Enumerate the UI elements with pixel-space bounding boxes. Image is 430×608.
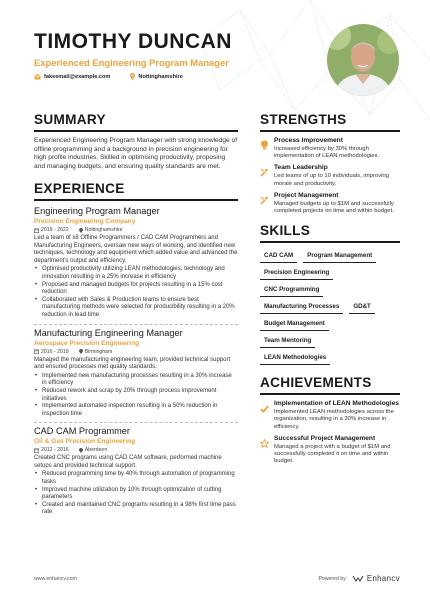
job-title: CAD CAM Programmer — [34, 426, 130, 437]
job-bullet: • Created and maintained CNC programs resulting in a 98% first time pass rate — [34, 502, 238, 517]
profile-photo — [327, 24, 399, 96]
website-link[interactable]: www.enhancv.com — [34, 575, 77, 582]
achievement-item — [260, 400, 400, 431]
job-location: Birmingham — [84, 348, 113, 355]
email-text: fakeemail@example.com — [44, 73, 111, 80]
entry-divider — [34, 324, 238, 325]
job-bullet: • Reduced programming time by 40% through automation of programming tasks — [34, 471, 238, 486]
contact-row — [34, 73, 324, 80]
experience-entry — [34, 328, 238, 419]
skill-tag: Manufacturing Processes — [260, 299, 343, 314]
achievements-heading: ACHIEVEMENTS — [260, 375, 372, 391]
achievement-desc: Implemented LEAN methodologies across the organization, resulting in a 30% increase in efficiency. — [274, 409, 394, 430]
candidate-name: TIMOTHY DUNCAN — [34, 30, 232, 53]
skill-tag: CAD CAM — [260, 248, 297, 263]
company-name: Oil & Gas Precision Engineering — [34, 438, 136, 446]
right-column — [260, 112, 400, 469]
strengths-heading: STRENGTHS — [260, 112, 347, 127]
resume-header — [34, 30, 324, 80]
job-dates: 2019 - 2022 — [41, 227, 69, 233]
job-description: Led a team of x8 Offline Programmers / CAD CAM Programmers and Manufacturing Engineers, oversaw new ways of working, and identified new techniques, technology and equipment which added value and advanced the department's output and efficiency. — [34, 235, 238, 264]
entry-divider — [34, 422, 238, 423]
summary-text: Experienced Engineering Program Manager with strong knowledge of offline programming and a background in precision engineering for high profile industries. Skilled in optimising productivity, proposing and managing budgets, and ensuring quality standards are met. — [34, 137, 238, 170]
strength-desc: Managed budgets up to $1M and successfully completed projects on time and within budget. — [274, 200, 394, 215]
page-footer — [34, 574, 400, 583]
section-divider — [260, 393, 400, 395]
email-contact[interactable] — [34, 74, 110, 80]
lightbulb-icon — [260, 140, 269, 150]
strength-desc: Led teams of up to 10 individuals, improving morale and productivity. — [274, 173, 389, 187]
skills-list — [260, 248, 400, 367]
job-bullet: • Implemented automated inspection resulting in a 50% reduction in inspection time — [34, 403, 238, 418]
skill-tag: Team Mentoring — [260, 333, 315, 348]
strength-desc: Increased efficiency by 30% through implementation of LEAN methodologies. — [274, 146, 380, 160]
summary-heading: SUMMARY — [34, 112, 106, 127]
strength-item — [260, 164, 400, 187]
achievement-title: Successful Project Management — [274, 434, 376, 442]
brand-name: Enhancv — [366, 574, 400, 583]
job-bullet: • Reduced rework and scrap by 20% through process improvement initiatives — [34, 388, 238, 403]
job-bullet: • Improved machine utilization by 10% through optimization of cutting parameters — [34, 487, 238, 502]
section-divider — [34, 130, 238, 132]
skill-tag: Program Management — [303, 248, 376, 263]
location-pin-icon — [79, 228, 83, 233]
strength-title: Process Improvement — [274, 137, 343, 144]
job-bullet: • Implemented new manufacturing processes resulting in a 30% increase in efficiency — [34, 373, 238, 388]
company-name: Precision Engineering Company — [34, 218, 136, 225]
job-bullet: • Proposed and managed budgets for projects resulting in a 15% cost reduction — [34, 282, 238, 297]
powered-by-label: Powered by — [318, 575, 346, 582]
job-bullets — [34, 266, 238, 319]
company-name: Aerospace Precision Engineering — [34, 339, 140, 347]
job-meta — [34, 447, 238, 453]
job-location: Nottinghamshire — [84, 227, 123, 233]
section-divider — [260, 130, 400, 132]
job-description: Created CNC programs using CAD CAM software, performed machine setups and provided technical support. — [34, 455, 222, 469]
job-dates: 2012 - 2016 — [41, 447, 69, 454]
job-bullets — [34, 373, 238, 419]
left-column — [34, 112, 238, 517]
skill-tag: GD&T — [349, 299, 375, 314]
checkmark-icon — [260, 405, 269, 413]
tools-icon — [260, 196, 269, 205]
calendar-icon — [34, 349, 39, 354]
job-bullet: • Collaborated with Sales & Production teams to ensure best manufacturing methods were selected for producibility resulting in a 20% reduction in lead time — [34, 297, 238, 320]
calendar-icon — [34, 228, 39, 233]
skill-tag: Budget Management — [260, 316, 329, 331]
tools-icon — [260, 168, 269, 177]
section-divider — [34, 199, 238, 201]
candidate-title: Experienced Engineering Program Manager — [34, 57, 229, 68]
powered-by — [318, 574, 400, 583]
job-title: Manufacturing Engineering Manager — [34, 327, 183, 338]
job-location: Aberdeen — [84, 447, 108, 454]
strength-item — [260, 137, 400, 160]
calendar-icon — [34, 448, 39, 453]
strength-item — [260, 192, 400, 215]
job-description: Managed the manufacturing engineering team, provided technical support and ensured processes met quality standards. — [34, 356, 231, 371]
achievement-desc: Managed a project with a budget of $1M and successfully completed it on time and within budget. — [274, 443, 391, 465]
email-icon — [34, 74, 41, 80]
skill-tag: CNC Programming — [260, 282, 323, 297]
location-text: Nottinghamshire — [138, 73, 183, 80]
job-bullet: • Optimised productivity utilizing LEAN methodologies, technology and innovation resulting in a 25% increase in efficiency — [34, 266, 238, 281]
skill-tag: LEAN Methodologies — [260, 350, 330, 365]
location-pin-icon — [79, 349, 83, 354]
job-title: Engineering Program Manager — [34, 206, 160, 216]
job-meta — [34, 349, 238, 355]
location-contact — [130, 73, 182, 80]
location-pin-icon — [130, 73, 135, 80]
experience-entry — [34, 206, 238, 320]
achievement-title: Implementation of LEAN Methodologies — [274, 400, 399, 408]
enhancv-logo-icon — [352, 575, 364, 582]
strength-title: Project Management — [274, 191, 339, 199]
strength-title: Team Leadership — [274, 164, 328, 172]
skills-heading: SKILLS — [260, 223, 311, 239]
job-bullets — [34, 471, 238, 517]
skill-tag: Precision Engineering — [260, 265, 333, 280]
star-icon — [260, 439, 269, 448]
experience-heading: EXPERIENCE — [34, 181, 125, 196]
achievement-item — [260, 435, 400, 466]
location-pin-icon — [79, 448, 83, 453]
section-divider — [260, 241, 400, 243]
job-dates: 2016 - 2019 — [41, 348, 69, 355]
job-meta — [34, 227, 238, 233]
experience-entry — [34, 426, 238, 517]
